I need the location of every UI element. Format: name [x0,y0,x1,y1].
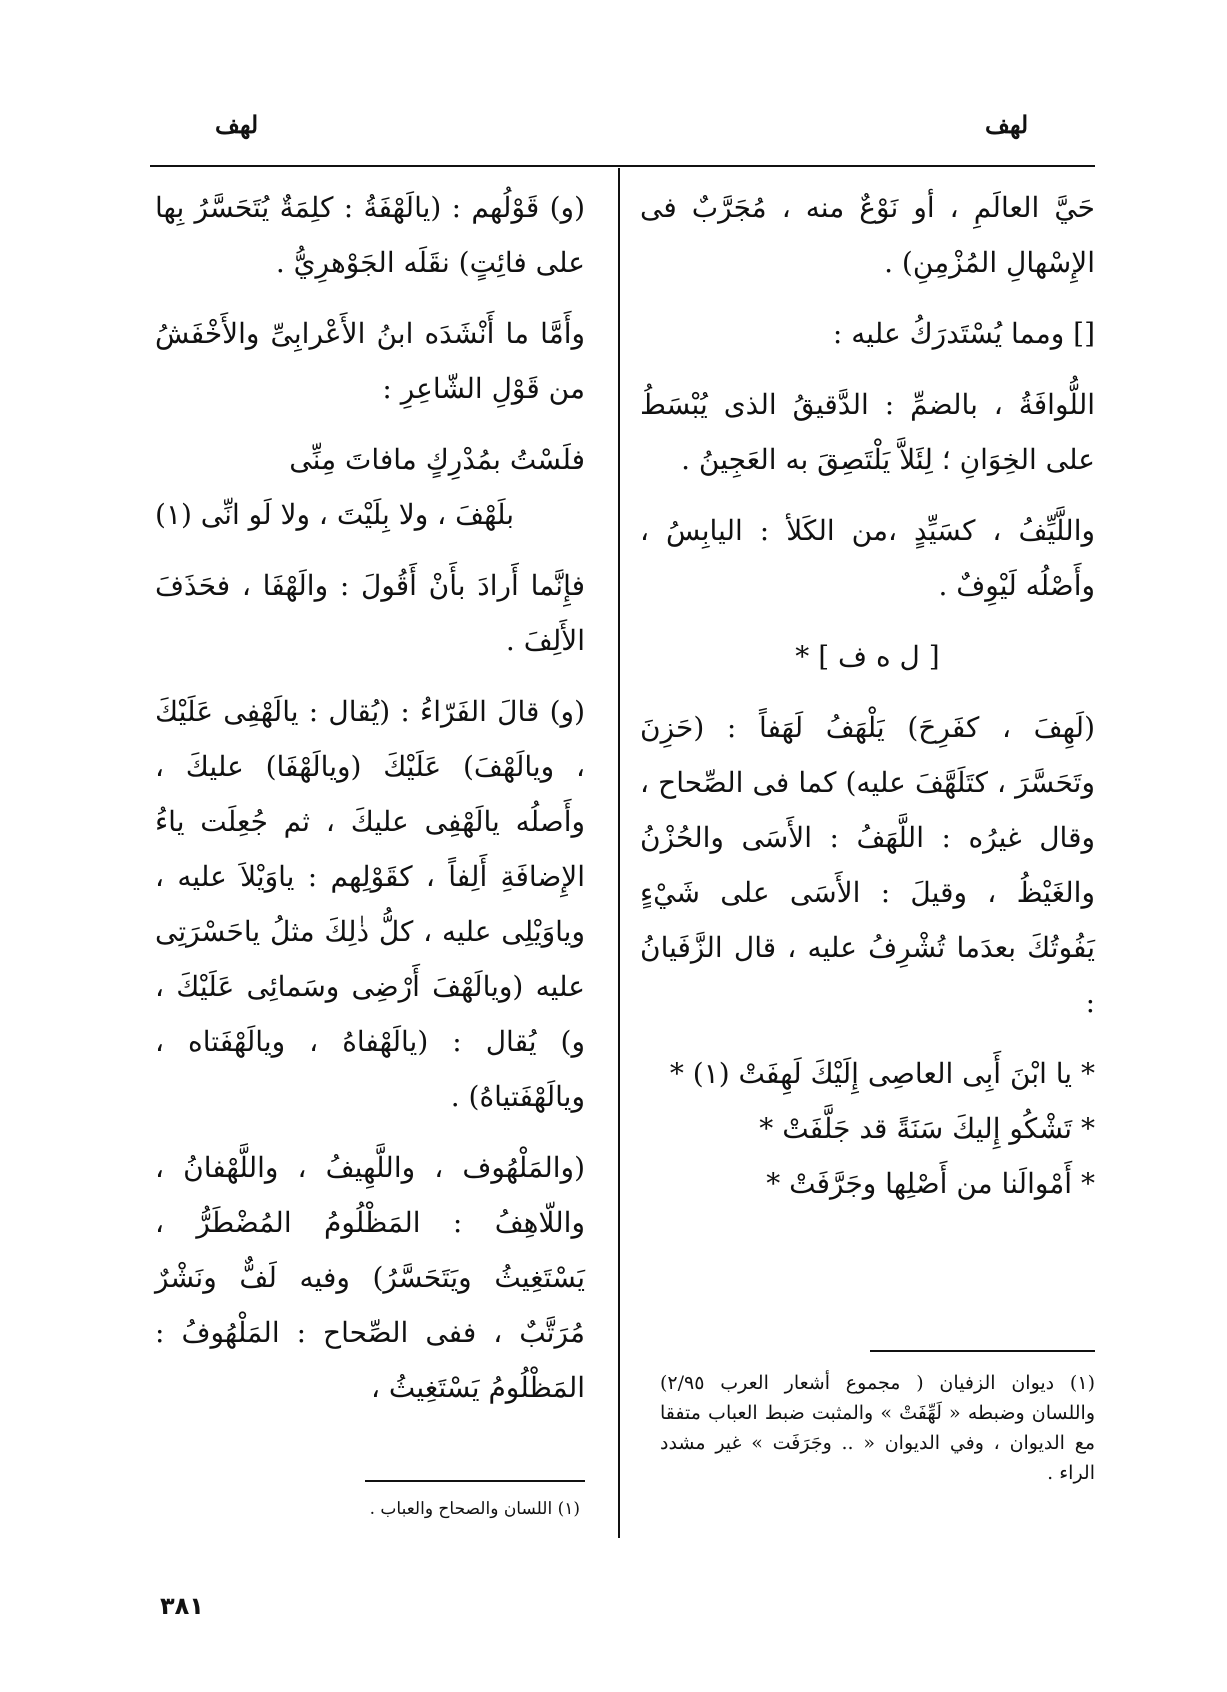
paragraph: (و) قالَ الفَرّاءُ : (يُقال : يالَهْفِى عَلَيْكَ ، ويالَهْفَ) عَلَيْكَ (ويالَهْفَا) عليكَ ، وأَصلُه يالَهْفِى عليكَ ، ثم جُعِلَت ياءُ الإِضافَةِ أَلِفاً ، كقَوْلِهم : ياوَيْلاَ عليه ، وياوَيْلِى عليه ، كلُّ ذٰلِكَ مثلُ ياحَسْرَتِى عليه (ويالَهْفَ أَرْضِى وسَمائِى عَلَيْكَ ، و) يُقال : (يالَهْفاهُ ، ويالَهْفَتاه ، ويالَهْفَتياهُ) . [155,695,585,1113]
entry-heading: [ ل ه ف ] * [795,640,940,673]
footnote-left: (١) اللسان والصحاح والعباب . [369,1499,580,1519]
header-rule [150,165,1095,167]
paragraph: فإِنَّما أَرادَ بأَنْ أَقُولَ : والَهْفَا ، فحَذَفَ الأَلِفَ . [155,569,585,657]
paragraph: (و) قَوْلُهم : (يالَهْفَةُ : كلِمَةٌ يُتَحَسَّرُ بِها على فائِتٍ) نقَلَه الجَوْهرِيُّ . [155,191,585,279]
running-header-right: لهف [985,110,1029,139]
right-column [640,180,1095,1211]
verse-line: * أَمْوالَنا من أَصْلِها وجَرَّفَتْ * [766,1167,1095,1200]
paragraph: واللَّيِّفُ ، كسَيِّدٍ ،من الكَلأ : اليابِسُ ، وأَصْلُه لَيْوِفٌ . [640,514,1095,602]
verse-line: فلَسْتُ بمُدْرِكٍ مافاتَ مِنِّى [289,443,585,476]
verse-line: * يا ابْنَ أَبِى العاصِى إِلَيْكَ لَهِفَتْ (١) * [669,1057,1095,1090]
paragraph: حَيَّ العالَمِ ، أو نَوْعٌ منه ، مُجَرَّبٌ فى الإِسْهالِ المُزْمِنِ) . [640,191,1095,279]
page-number: ٣٨١ [160,1592,204,1620]
paragraph: (والمَلْهُوف ، واللَّهِيفُ ، واللَّهْفانُ ، واللّاهِفُ : المَظْلُومُ المُضْطَرُّ ، يَسْتَغِيثُ ويَتَحَسَّرُ) وفيه لَفٌّ ونَشْرٌ مُرَتَّبٌ ، ففى الصِّحاح : المَلْهُوفُ : المَظْلُومُ يَسْتَغِيثُ ، [155,1151,585,1404]
paragraph: (لَهِفَ ، كفَرِحَ) يَلْهَفُ لَهَفاً : (حَزِنَ وتَحَسَّرَ ، كتَلَهَّفَ عليه) كما فى الصِّحاح ، وقال غيرُه : اللَّهَفُ : الأَسَى والحُزْنُ والغَيْظُ ، وقيلَ : الأَسَى على شَيْءٍ يَفُوتُكَ بعدَما تُشْرِفُ عليه ، قال الزَّفَيانُ : [640,711,1095,1019]
footnote-rule-left [365,1480,585,1482]
paragraph: اللُّوافَةُ ، بالضمِّ : الدَّقيقُ الذى يُبْسَطُ على الخِوَانِ ؛ لِئَلاَّ يَلْتَصِقَ به العَجِينُ . [640,388,1095,476]
verse-line: * تَشْكُو إِليكَ سَنَةً قد جَلَّفَتْ * [759,1112,1095,1145]
verse-line: بلَهْفَ ، ولا بِلَيْتَ ، ولا لَو انِّى (١) [155,498,515,531]
running-header-left: لهف [215,110,259,139]
left-column [155,180,585,1415]
column-divider [618,168,620,1538]
footnote-right: (١) ديوان الزفيان ( مجموع أشعار العرب ٢/٩٥) واللسان وضبطه « لَهِّفَتْ » والمثبت ضبط العباب متفقا مع الديوان ، وفي الديوان « .. وجَرَفَت » غير مشدد الراء . [660,1372,1095,1484]
footnote-rule-right [870,1350,1095,1352]
paragraph: [] ومما يُسْتَدرَكُ عليه : [832,317,1095,350]
paragraph: وأَمَّا ما أَنْشَدَه ابنُ الأَعْرابِىِّ والأَخْفَشُ من قَوْلِ الشّاعِرِ : [155,317,585,405]
